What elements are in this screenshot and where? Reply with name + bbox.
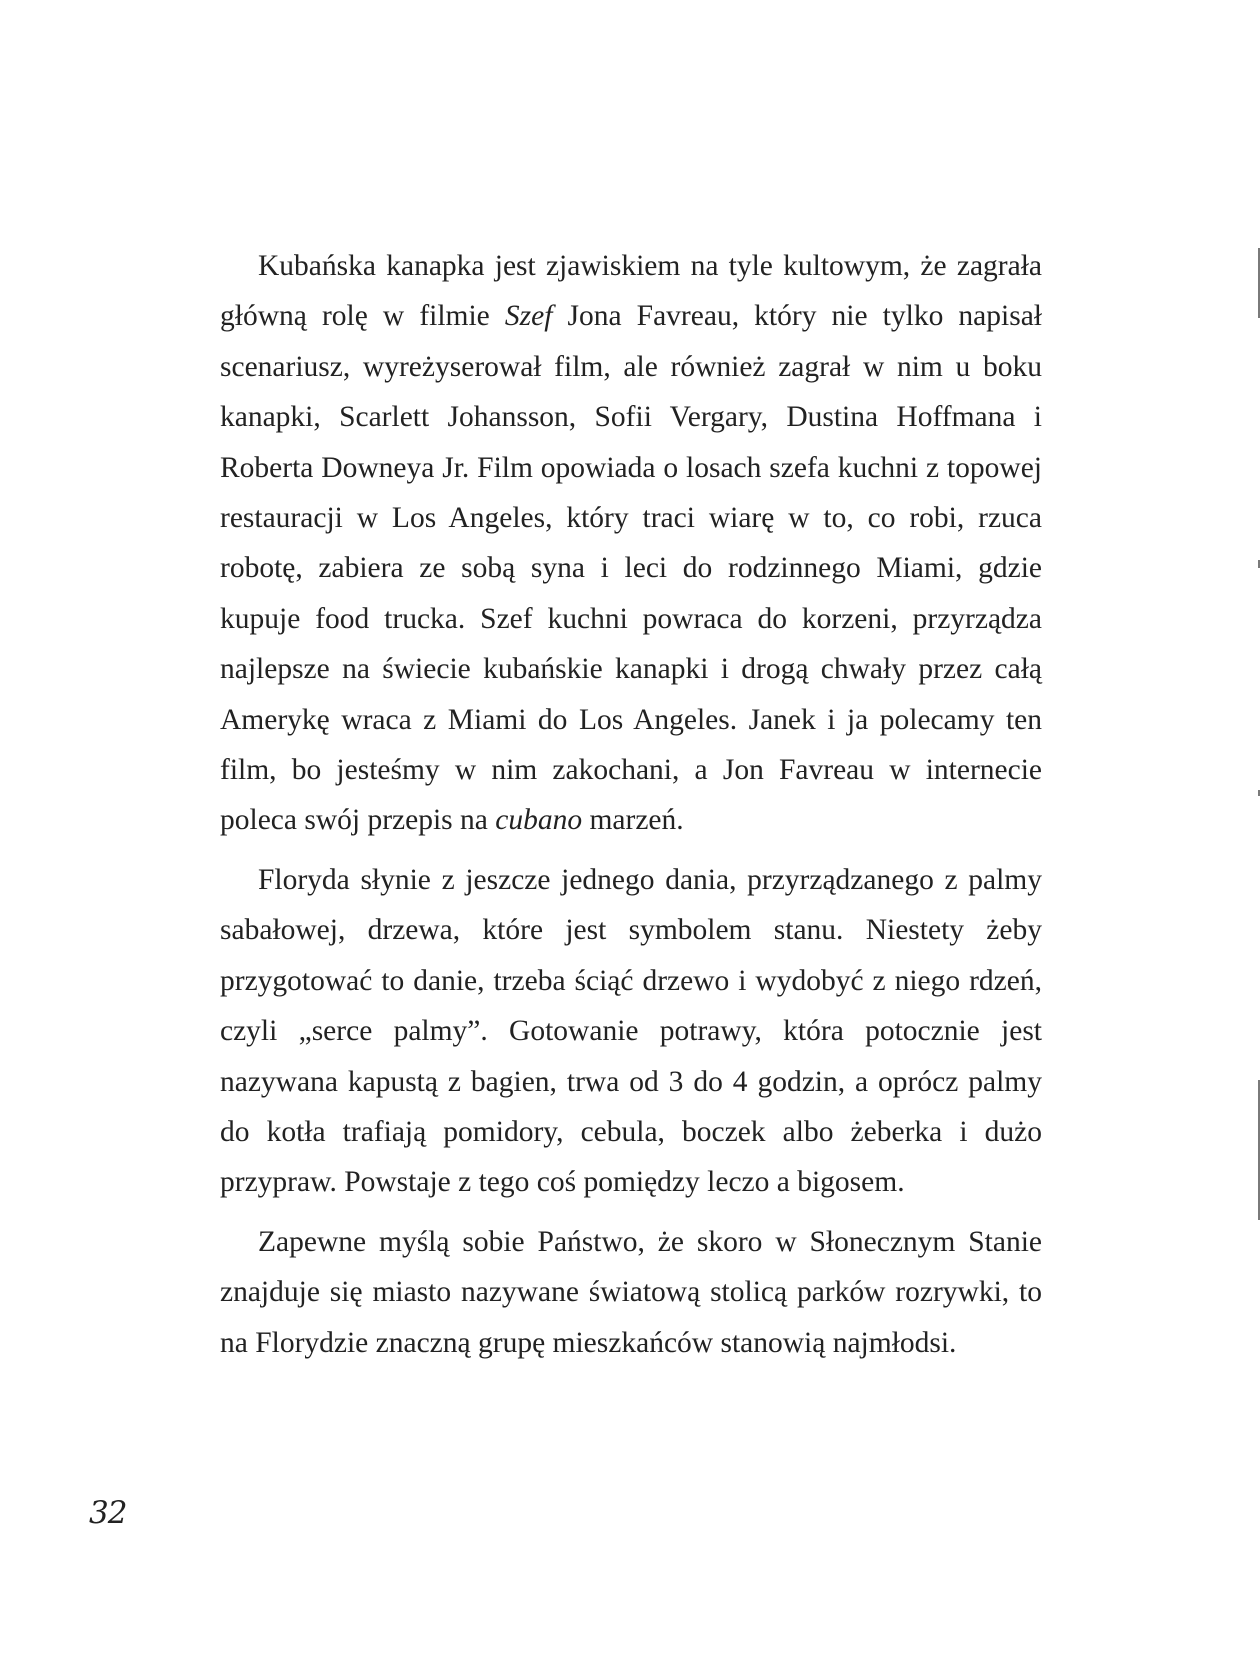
paragraph-1 [220,241,1042,846]
paragraph-1-text-a: Kubańska kanapka jest zjawiskiem na tyle kultowym, że zagrała główną rolę w filmie [220,250,1042,333]
paragraph-1-text-c: marzeń. [582,804,684,837]
film-title-szef: Szef [504,300,553,333]
term-cubano: cubano [495,804,583,837]
paragraph-2: Floryda słynie z jeszcze jednego dania, przyrządzanego z palmy sabałowej, drzewa, które jest symbolem stanu. Niestety żeby przygotować to danie, trzeba ściąć drzewo i wydobyć z niego rdzeń, czyli „serce palmy”. Gotowanie potrawy, która potocznie jest nazywana kapustą z bagien, trwa od 3 do 4 godzin, a oprócz palmy do kotła trafiają pomidory, cebula, boczek albo żeberka i dużo przypraw. Powstaje z tego coś pomiędzy leczo a bigosem. [220,863,1042,1199]
paragraph-1-text-b: Jona Favreau, który nie tylko napisał scenariusz, wyreżyserował film, ale również zagrał w nim u boku kanapki, Scarlett Johansson, Sofii Vergary, Dustina Hoffmana i Roberta Downeya Jr. Film opowiada o losach szefa kuchni z topowej restauracji w Los Angeles, który traci wiarę w to, co robi, rzuca robotę, zabiera ze sobą syna i leci do rodzinnego Miami, gdzie kupuje food trucka. Szef kuchni powraca do korzeni, przyrządza najlepsze na świecie kubańskie kanapki i drogą chwały przez całą Amerykę wraca z Miami do Los Angeles. Janek i ja polecamy ten film, bo jesteśmy w nim zakochani, a Jon Favreau w internecie poleca swój przepis na [220,300,1042,837]
paragraph-3: Zapewne myślą sobie Państwo, że skoro w Słonecznym Stanie znajduje się miasto nazywane światową stolicą parków rozrywki, to na Florydzie znaczną grupę mieszkańców stanowią najmłodsi. [220,1225,1042,1359]
page-number: 32 [89,1495,127,1531]
body-text [220,241,1042,1377]
